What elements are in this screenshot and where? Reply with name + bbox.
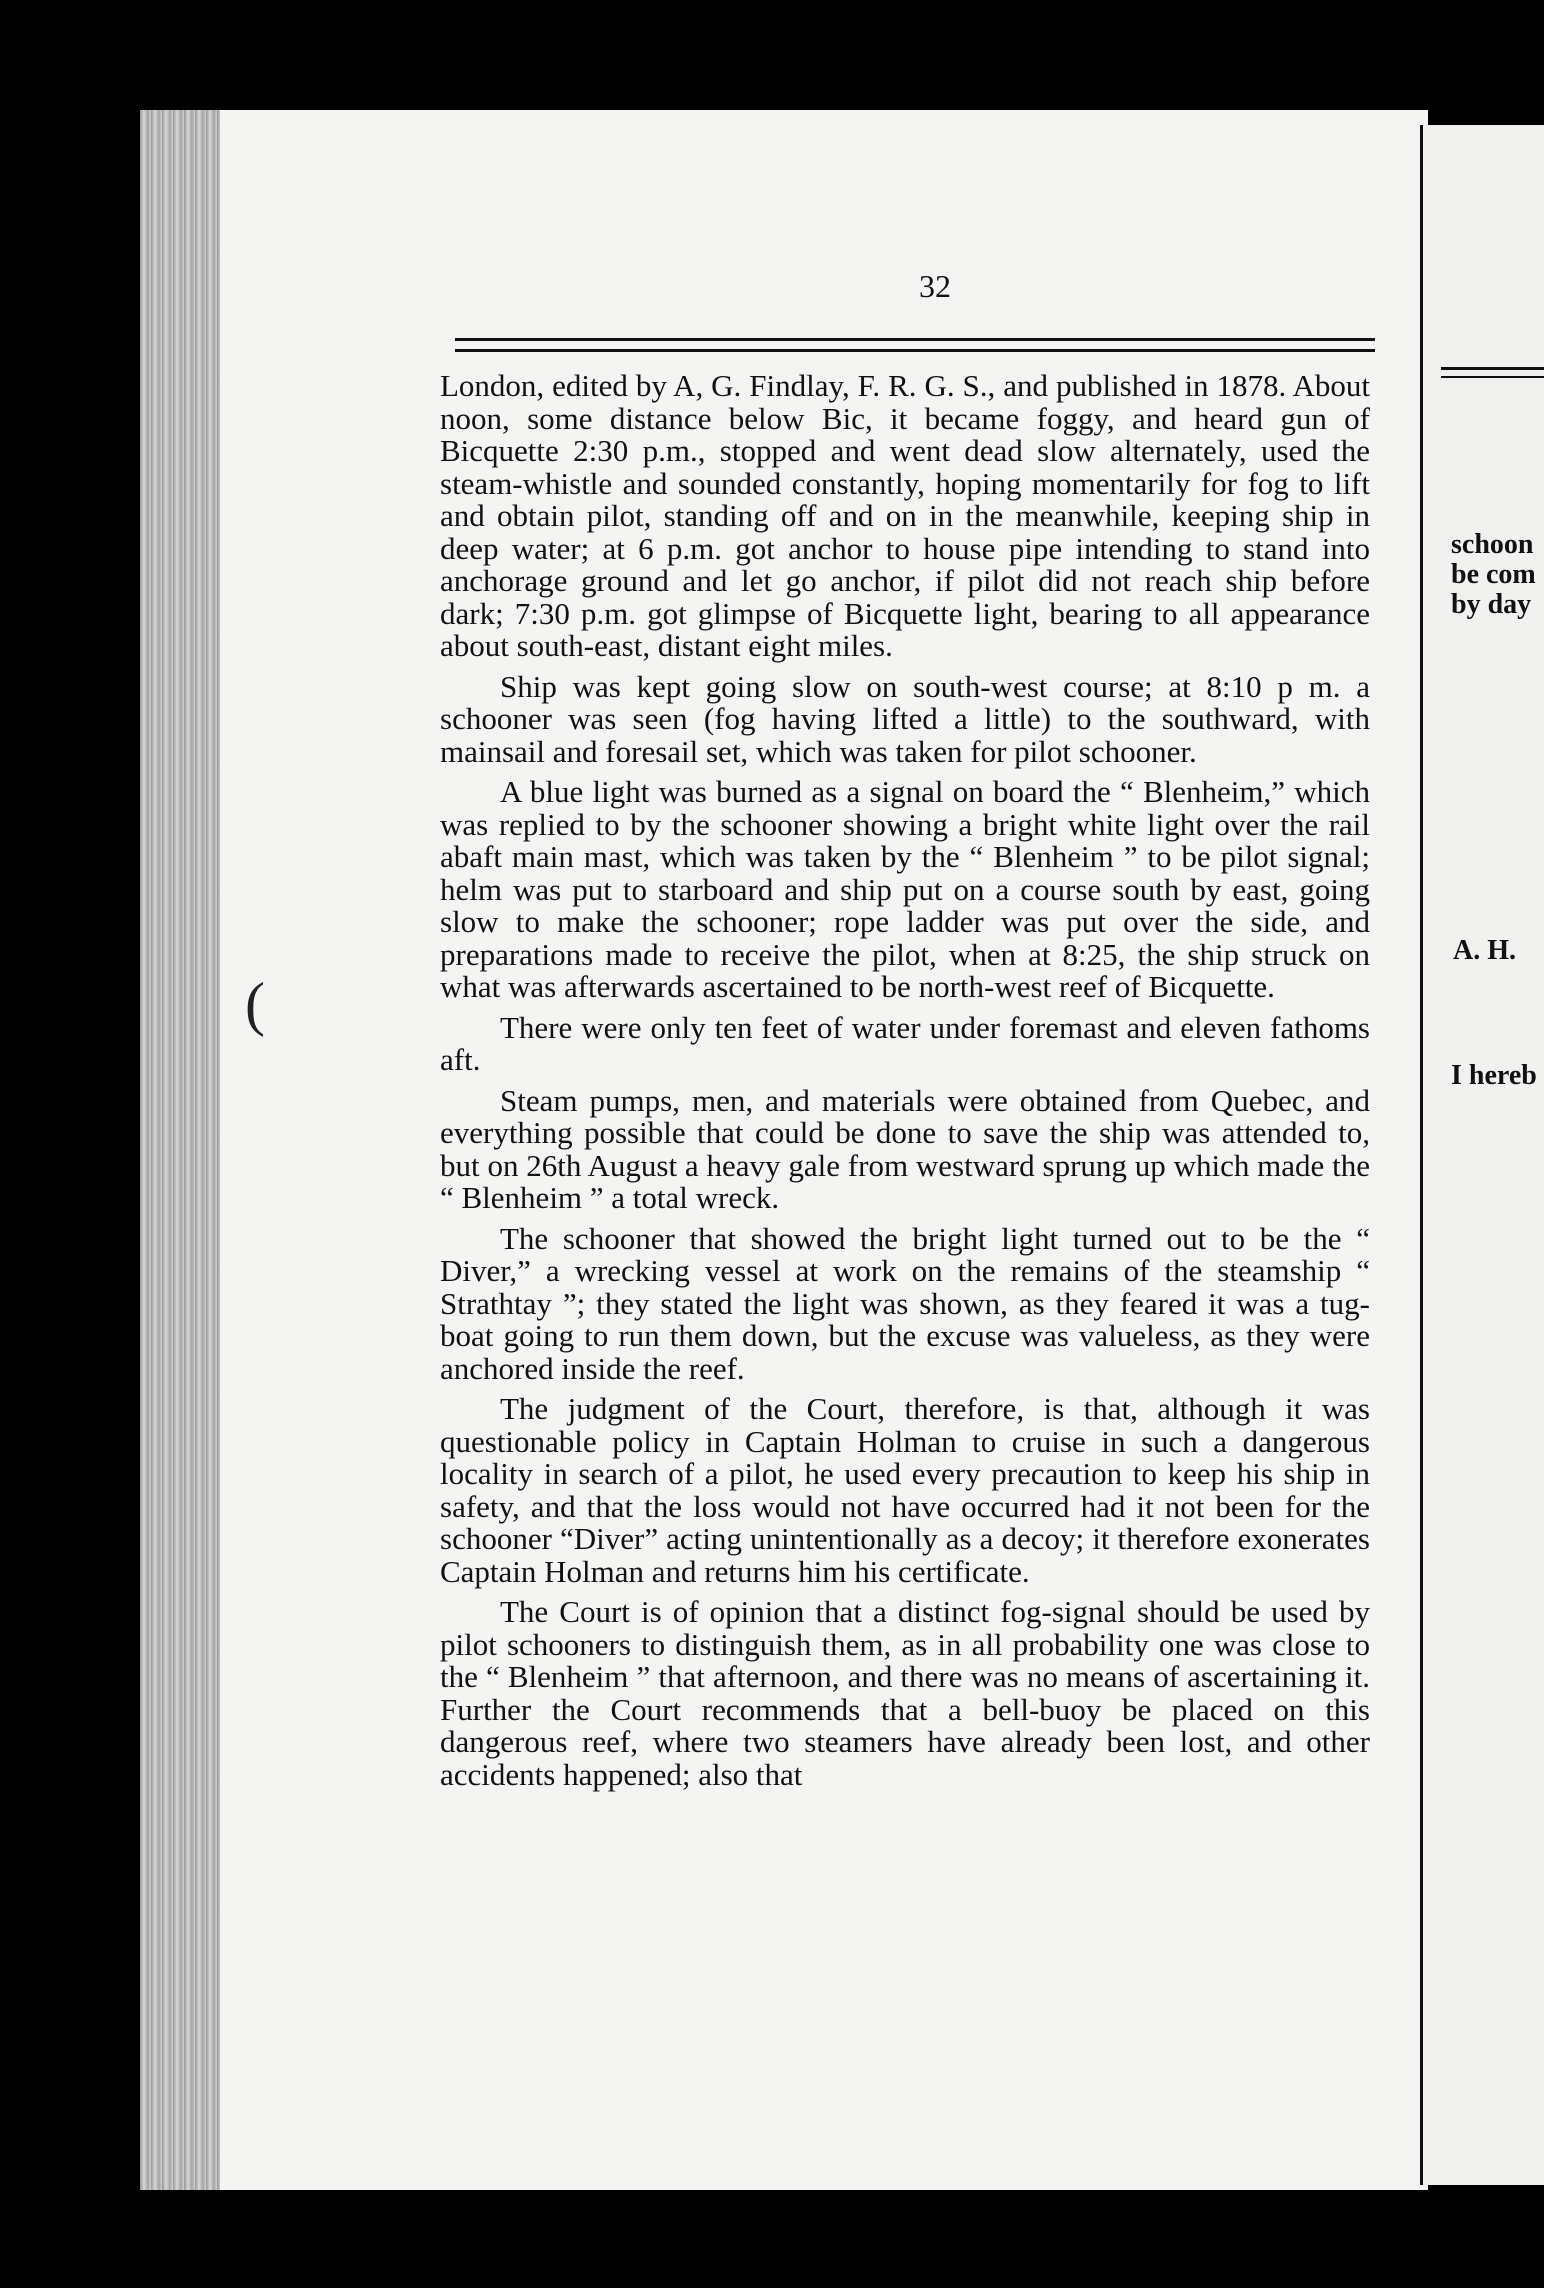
- right-page-initials: A. H.: [1453, 935, 1516, 966]
- body-text: [440, 370, 1370, 1799]
- paragraph-2: Ship was kept going slow on south-west course; at 8:10 p m. a schooner was seen (fog having lifted a little) to the southward, with mainsail and foresail set, which was taken for pilot schooner.: [440, 668, 1370, 769]
- page-edge-stack: [140, 110, 220, 2190]
- right-page-hereby: I hereb: [1451, 1060, 1537, 1091]
- page-number: 32: [919, 268, 951, 304]
- paragraph-4: There were only ten feet of water under foremast and eleven fathoms aft.: [440, 1009, 1370, 1077]
- header-rule: [455, 338, 1375, 352]
- margin-bracket-mark: (: [245, 971, 265, 1037]
- paragraph-7: The judgment of the Court, therefore, is that, although it was questionable policy in Captain Holman to cruise in such a dangerous locality in search of a pilot, he used every precaution to keep his ship in safety, and that the loss would not have occurred had it not been for the schooner “Diver” acting unintentionally as a decoy; it therefore exonerates Captain Holman and returns him his certificate.: [440, 1391, 1370, 1589]
- paragraph-5: Steam pumps, men, and materials were obtained from Quebec, and everything possible that could be done to save the ship was attended to, but on 26th August a heavy gale from westward sprung up which made the “ Blenheim ” a total wreck.: [440, 1082, 1370, 1215]
- right-page-text: [1451, 530, 1536, 620]
- right-page-line-3: by day: [1451, 589, 1532, 620]
- paragraph-1: London, edited by A, G. Findlay, F. R. G. S., and published in 1878. About noon, some distance below Bic, it became foggy, and heard gun of Bicquette 2:30 p.m., stopped and went dead slow alternately, used the steam-whistle and sounded constantly, hoping momentarily for fog to lift and obtain pilot, standing off and on in the meanwhile, keeping ship in deep water; at 6 p.m. got anchor to house pipe intending to stand into anchorage ground and let go anchor, if pilot did not reach ship before dark; 7:30 p.m. got glimpse of Bicquette light, bearing to all appearance about south-east, distant eight miles.: [440, 368, 1370, 663]
- right-page-fragment: [1420, 125, 1544, 2185]
- paragraph-3: A blue light was burned as a signal on board the “ Blenheim,” which was replied to by the schooner showing a bright white light over the rail abaft main mast, which was taken by the “ Blenheim ” to be pilot signal; helm was put to starboard and ship put on a course south by east, going slow to make the schooner; rope ladder was put over the side, and preparations made to receive the pilot, when at 8:25, the ship struck on what was afterwards ascertained to be north-west reef of Bicquette.: [440, 774, 1370, 1004]
- right-page-rule: [1441, 367, 1544, 378]
- paragraph-8: The Court is of opinion that a distinct fog-signal should be used by pilot schooners to distinguish them, as in all probability one was close to the “ Blenheim ” that afternoon, and there was no means of ascertaining it. Further the Court recommends that a bell-buoy be placed on this dangerous reef, where two steamers have already been lost, and other accidents happened; also that: [440, 1594, 1370, 1792]
- paragraph-6: The schooner that showed the bright light turned out to be the “ Diver,” a wrecking vessel at work on the remains of the steamship “ Strathtay ”; they stated the light was shown, as they feared it was a tug-boat going to run them down, but the excuse was valueless, as they were anchored inside the reef.: [440, 1220, 1370, 1386]
- right-page-line-2: be com: [1451, 559, 1536, 590]
- right-page-line-1: schoon: [1451, 529, 1534, 560]
